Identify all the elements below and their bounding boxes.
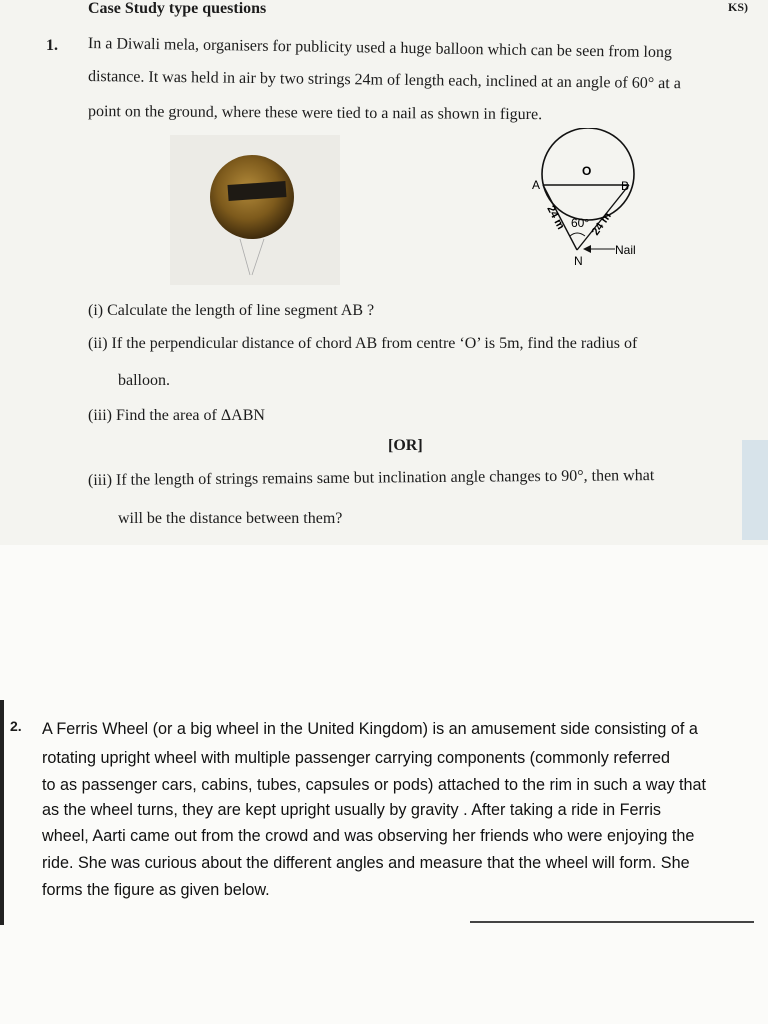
bottom-rule xyxy=(470,921,754,923)
angle-label: 60° xyxy=(571,216,590,230)
q2-line-1: A Ferris Wheel (or a big wheel in the United Kingdom) is an amusement side consisting of a xyxy=(42,720,698,738)
string-left-label: 24 m xyxy=(544,203,567,232)
angle-arc xyxy=(570,233,585,236)
q1-part-ii: (ii) If the perpendicular distance of chord AB from centre ‘O’ is 5m, find the radius of xyxy=(88,335,638,352)
label-o: O xyxy=(582,164,592,178)
q1-line-1: In a Diwali mela, organisers for publicity used a huge balloon which can be seen from long xyxy=(87,35,673,62)
q2-line-2: rotating upright wheel with multiple passenger carrying components (commonly referred xyxy=(42,749,671,767)
q1-line-2: distance. It was held in air by two strings 24m of length each, inclined at an angle of 60° at a xyxy=(87,68,681,93)
label-b: B xyxy=(621,179,630,193)
string-right-label: 24 m xyxy=(589,210,614,238)
or-label: [OR] xyxy=(388,437,423,454)
section-heading: Case Study type questions xyxy=(88,0,267,17)
q1-alt-part-iii-continued: will be the distance between them? xyxy=(118,510,343,527)
nail-label: Nail xyxy=(615,243,636,257)
balloon-photo xyxy=(170,135,340,285)
q2-line-3: to as passenger cars, cabins, tubes, capsules or pods) attached to the rim in such a way that xyxy=(42,776,707,794)
page-edge-shadow xyxy=(742,440,768,540)
q1-part-i: (i) Calculate the length of line segment AB ? xyxy=(88,302,375,319)
balloon-geometry-figure xyxy=(525,128,655,268)
question-1-number: 1. xyxy=(46,37,58,54)
corner-mark: KS) xyxy=(728,0,749,14)
page-binding-edge xyxy=(0,700,4,925)
label-n: N xyxy=(574,254,583,268)
q1-part-iii: (iii) Find the area of ΔABN xyxy=(88,407,265,424)
q1-part-ii-continued: balloon. xyxy=(118,372,170,389)
q2-line-5: wheel, Aarti came out from the crowd and was observing her friends who were enjoying the xyxy=(42,827,695,845)
question-2-number: 2. xyxy=(10,718,22,734)
q2-line-7: forms the figure as given below. xyxy=(42,881,270,899)
label-a: A xyxy=(532,178,541,192)
q2-line-4: as the wheel turns, they are kept upright usually by gravity . After taking a ride in Ferris xyxy=(42,801,662,819)
q1-line-3: point on the ground, where these were tied to a nail as shown in figure. xyxy=(87,103,543,124)
q1-alt-part-iii: (iii) If the length of strings remains same but inclination angle changes to 90°, then what xyxy=(87,467,655,489)
q2-line-6: ride. She was curious about the different angles and measure that the wheel will form. She xyxy=(42,854,690,872)
